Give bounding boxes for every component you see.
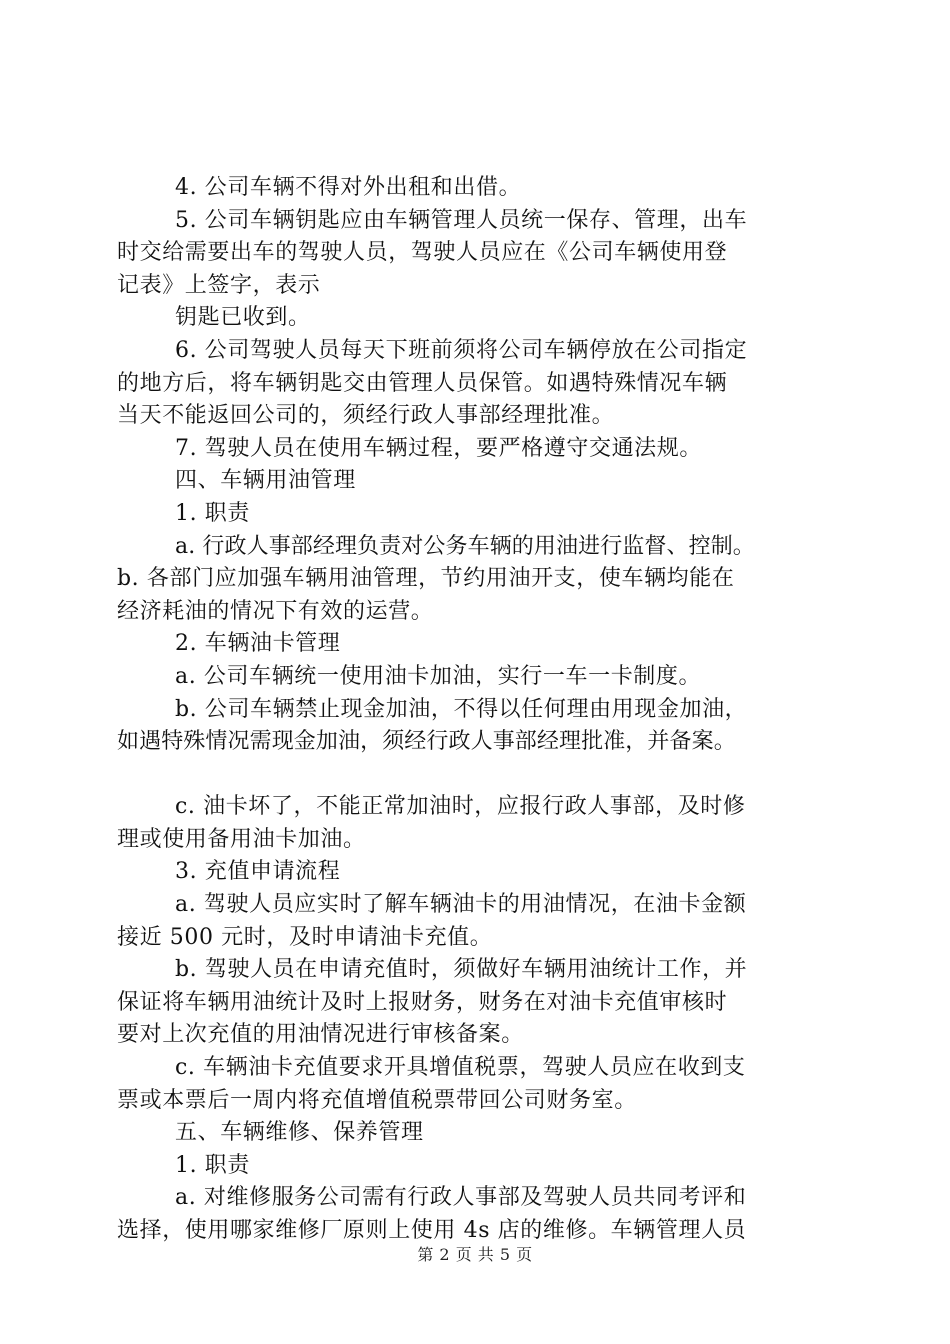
paragraph-line: a. 行政人事部经理负责对公务车辆的用油进行监督、控制。: [175, 533, 755, 559]
paragraph-line: 当天不能返回公司的，须经行政人事部经理批准。: [117, 403, 615, 429]
paragraph-line: 选择，使用哪家维修厂原则上使用 4s 店的维修。车辆管理人员: [117, 1218, 747, 1243]
blank-line: [117, 759, 837, 792]
subsection-heading: 2. 车辆油卡管理: [175, 631, 341, 657]
paragraph-line: c. 油卡坏了，不能正常加油时，应报行政人事部，及时修: [175, 794, 746, 820]
document-body: [117, 172, 837, 1248]
paragraph-line: b. 驾驶人员在申请充值时，须做好车辆用油统计工作，并: [175, 957, 748, 983]
paragraph-line: 记表》上签字，表示: [117, 272, 321, 298]
paragraph-line: 6. 公司驾驶人员每天下班前须将公司车辆停放在公司指定: [175, 337, 748, 363]
paragraph-line: 要对上次充值的用油情况进行审核备案。: [117, 1022, 524, 1048]
paragraph-line: 4. 公司车辆不得对外出租和出借。: [175, 175, 522, 200]
paragraph-line: 的地方后，将车辆钥匙交由管理人员保管。如遇特殊情况车辆: [117, 370, 728, 396]
paragraph-line: 7. 驾驶人员在使用车辆过程，要严格遵守交通法规。: [175, 435, 702, 461]
paragraph-line: 理或使用备用油卡加油。: [117, 826, 366, 852]
paragraph-line: 时交给需要出车的驾驶人员，驾驶人员应在《公司车辆使用登: [117, 240, 728, 266]
paragraph-line: 票或本票后一周内将充值增值税票带回公司财务室。: [117, 1087, 637, 1113]
paragraph-line: 钥匙已收到。: [175, 305, 311, 331]
section-heading: 四、车辆用油管理: [175, 468, 356, 494]
paragraph-line: 5. 公司车辆钥匙应由车辆管理人员统一保存、管理，出车: [175, 207, 748, 233]
subsection-heading: 1. 职责: [175, 1152, 250, 1178]
page-number-footer: 第 2 页 共 5 页: [417, 1245, 533, 1264]
paragraph-line: a. 驾驶人员应实时了解车辆油卡的用油情况，在油卡金额: [175, 892, 747, 918]
paragraph-line: a. 公司车辆统一使用油卡加油，实行一车一卡制度。: [175, 663, 702, 689]
paragraph-line: 经济耗油的情况下有效的运营。: [117, 598, 434, 624]
paragraph-line: b. 各部门应加强车辆用油管理，节约用油开支，使车辆均能在: [117, 566, 735, 592]
paragraph-line: 接近 500 元时，及时申请油卡充值。: [117, 924, 493, 950]
paragraph-line: 如遇特殊情况需现金加油，须经行政人事部经理批准，并备案。: [117, 729, 736, 755]
paragraph-line: 保证将车辆用油统计及时上报财务，财务在对油卡充值审核时: [117, 989, 728, 1015]
section-heading: 五、车辆维修、保养管理: [175, 1120, 424, 1146]
paragraph-line: a. 对维修服务公司需有行政人事部及驾驶人员共同考评和: [175, 1185, 747, 1211]
paragraph-line: b. 公司车辆禁止现金加油，不得以任何理由用现金加油，: [175, 696, 748, 722]
paragraph-line: c. 车辆油卡充值要求开具增值税票，驾驶人员应在收到支: [175, 1055, 746, 1081]
subsection-heading: 3. 充值申请流程: [175, 859, 341, 885]
subsection-heading: 1. 职责: [175, 500, 250, 526]
